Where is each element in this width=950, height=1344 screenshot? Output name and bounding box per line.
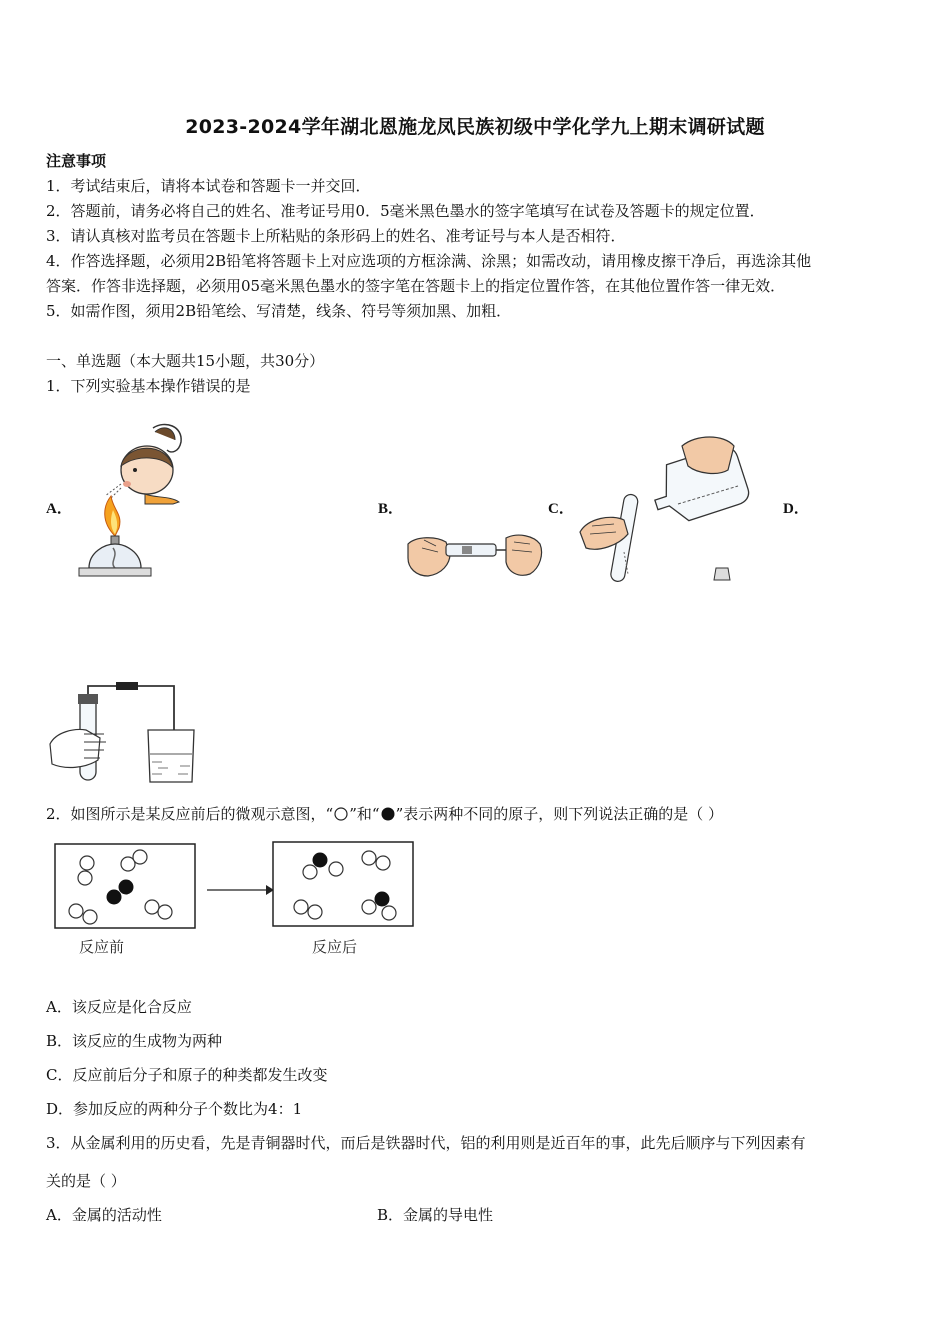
question-1-stem: 1．下列实验基本操作错误的是 [46, 377, 251, 395]
q1-option-a-label: A． [46, 501, 72, 517]
q2-stem-part2: ”和“ [349, 805, 380, 823]
before-label: 反应前 [79, 938, 125, 956]
notice-item: 1．考试结束后，请将本试卷和答题卡一并交回． [46, 177, 371, 195]
section-heading: 一、单选题（本大题共15小题，共30分） [46, 352, 325, 370]
question-3-stem-line2: 关的是（ ） [46, 1172, 126, 1190]
notice-item: 2．答题前，请务必将自己的姓名、准考证号用0．5毫米黑色墨水的签字笔填写在试卷及答题卡的规定位置． [46, 202, 765, 220]
q3-option-a: A．金属的活动性 [46, 1206, 162, 1224]
q2-stem-part1: 2．如图所示是某反应前后的微观示意图，“ [46, 805, 334, 823]
page-title: 2023-2024学年湖北恩施龙凤民族初级中学化学九上期末调研试题 [185, 116, 765, 138]
q2-option-b: B．该反应的生成物为两种 [46, 1032, 223, 1050]
after-label: 反应后 [312, 938, 358, 956]
notice-heading: 注意事项 [46, 152, 107, 170]
q1-option-d-label: D． [783, 501, 809, 517]
q1-option-b-illustration [406, 530, 544, 586]
q2-reaction-diagram [52, 840, 422, 964]
black-atom-icon [380, 807, 396, 821]
q2-option-c: C．反应前后分子和原子的种类都发生改变 [46, 1066, 328, 1084]
q1-option-c-label: C． [548, 501, 574, 517]
notice-item: 5．如需作图，须用2B铅笔绘、写清楚，线条、符号等须加黑、加粗． [46, 302, 512, 320]
notice-item: 答案．作答非选择题，必须用05毫米黑色墨水的签字笔在答题卡上的指定位置作答，在其他位置作答一律无效． [46, 277, 786, 295]
q3-option-b: B．金属的导电性 [377, 1206, 494, 1224]
q2-option-d: D．参加反应的两种分子个数比为4：1 [46, 1100, 303, 1118]
question-3-stem-line1: 3．从金属利用的历史看，先是青铜器时代，而后是铁器时代，铝的利用则是近百年的事，此先后顺序与下列因素有 [46, 1134, 806, 1152]
notice-item: 4．作答选择题，必须用2B铅笔将答题卡上对应选项的方框涂满、涂黑；如需改动，请用橡皮擦干净后，再选涂其他 [46, 252, 812, 270]
notice-item: 3．请认真核对监考员在答题卡上所粘贴的条形码上的姓名、准考证号与本人是否相符． [46, 227, 626, 245]
q2-option-a: A．该反应是化合反应 [46, 998, 192, 1016]
q2-stem-part3: ”表示两种不同的原子，则下列说法正确的是（ ） [395, 805, 724, 823]
q1-option-b-label: B． [378, 501, 404, 517]
q1-option-c-illustration [578, 434, 752, 586]
q1-option-d-illustration [46, 672, 196, 786]
question-2-stem [46, 804, 723, 824]
q1-option-a-illustration [75, 418, 190, 588]
white-atom-icon [333, 807, 349, 821]
